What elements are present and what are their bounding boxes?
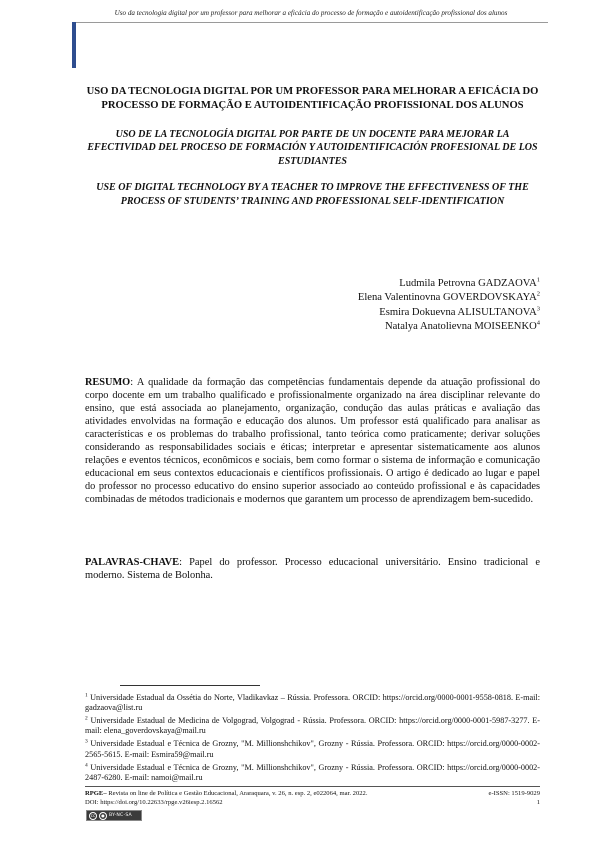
- author: Esmira Dokuevna ALISULTANOVA$^3$: [379, 305, 540, 318]
- keywords-text: : Papel do professor. Processo educacional universitário. Ensino tradicional e moderno. Sistema de Bolonha.: [85, 557, 540, 582]
- footnote: $^3$ Universidade Estadual e Técnica de Grozny, "M. Millionshchikov", Grozny - Rússia. Professora. ORCID: https://orcid.org/0000-0002-2565-5615. E-mail: Esmira59@mail.ru: [85, 738, 540, 759]
- license-text: BY-NC-SA: [109, 813, 132, 818]
- footnote: $^2$ Universidade Estadual de Medicina de Volgograd, Volgograd - Rússia. Professora. ORCID: https://orcid.org/0000-0001-5987-3277. E-mail: elena_goverdovskaya@mail.ru: [85, 715, 540, 736]
- author-list: [358, 277, 540, 335]
- footer-rule: [85, 786, 540, 787]
- author: Elena Valentinovna GOVERDOVSKAYA$^2$: [357, 290, 540, 304]
- running-head: Uso da tecnologia digital por um professor para melhorar a eficácia do processo de formação e autoidentificação profissional dos alunos: [114, 9, 508, 17]
- footnote: $^1$ Universidade Estadual da Ossétia do Norte, Vladikavkaz – Rússia. Professora. ORCID: https://orcid.org/0000-0001-9558-0818. E-mail: gadzaova@list.ru: [85, 692, 540, 713]
- abstract: [85, 376, 540, 506]
- title-portuguese: USO DA TECNOLOGIA DIGITAL POR UM PROFESSOR PARA MELHORAR A EFICÁCIA DO PROCESSO DE FORMAÇÃO E AUTOIDENTIFICAÇÃO PROFISSIONAL DOS ALUNOS: [86, 86, 539, 112]
- author: Natalya Anatolievna MOISEENKO$^4$: [384, 319, 540, 333]
- abstract-text: : A qualidade da formação das competências fundamentais depende da atuação profissional do corpo docente em um trabalho qualificado e profissionalmente organizado na área disciplinar relevante do ensino, que está associada ao planejamento, organização, condução das aulas práticas e avaliação das atividades envolvidas na formação e educação dos alunos. Um professor está qualificado para analisar as características e os problemas do trabalho profissional, tanto teórica como praticamente; derivar soluções considerando as responsabilidades sociais e éticas; interpretar e apresentar sistematicamente aos alunos relações e eventos técnicos, econômicos e sociais, bem como formar o sistema de informação e comunicação educacional em seus contextos educacionais e científicos profissionais. O artigo é dedicado ao lugar e papel do professor no processo educativo do ensino superior associado ao conteúdo profissional e às capacidades combinadas de métodos tradicionais e modernos que garantem um processo de aprendizagem bem-sucedido.: [85, 377, 540, 506]
- title-english: USE OF DIGITAL TECHNOLOGY BY A TEACHER TO IMPROVE THE EFFECTIVENESS OF THE PROCESS OF STUDENTS’ TRAINING AND PROFESSIONAL SELF-IDENTIFICATION: [96, 182, 529, 207]
- doi-link[interactable]: DOI: https://doi.org/10.22633/rpge.v26iesp.2.16562: [85, 798, 223, 806]
- keywords-label: PALAVRAS-CHAVE: [85, 557, 180, 568]
- footnote-rule: [120, 685, 260, 686]
- person-icon: ●: [99, 812, 107, 820]
- footnote: $^4$ Universidade Estadual e Técnica de Grozny, "M. Millionshchikov", Grozny - Rússia. Professora. ORCID: https://orcid.org/0000-0002-2487-6280. E-mail: namoi@mail.ru: [85, 761, 540, 782]
- journal-citation: RPGE– Revista on line de Política e Gestão Educacional, Araraquara, v. 26, n. esp. 2, e022064, mar. 2022.: [85, 790, 368, 797]
- title-block: [85, 85, 540, 209]
- keywords: [85, 556, 540, 583]
- issn: e-ISSN: 1519-9029: [488, 790, 540, 797]
- title-spanish: USO DE LA TECNOLOGÍA DIGITAL POR PARTE DE UN DOCENTE PARA MEJORAR LA EFECTIVIDAD DEL PROCESO DE FORMACIÓN Y AUTOIDENTIFICACIÓN PROFESIONAL DE LOS ESTUDIANTES: [87, 128, 538, 167]
- author: Ludmila Petrovna GADZAOVA$^1$: [399, 276, 540, 289]
- header-accent-bar: [72, 22, 76, 68]
- footnotes: [85, 693, 540, 786]
- page-number: 1: [536, 798, 540, 806]
- abstract-label: RESUMO: [85, 377, 131, 388]
- cc-icon: cc: [90, 813, 96, 818]
- page-footer: [85, 790, 540, 807]
- header-rule: [76, 22, 548, 23]
- cc-license-badge[interactable]: [86, 810, 142, 821]
